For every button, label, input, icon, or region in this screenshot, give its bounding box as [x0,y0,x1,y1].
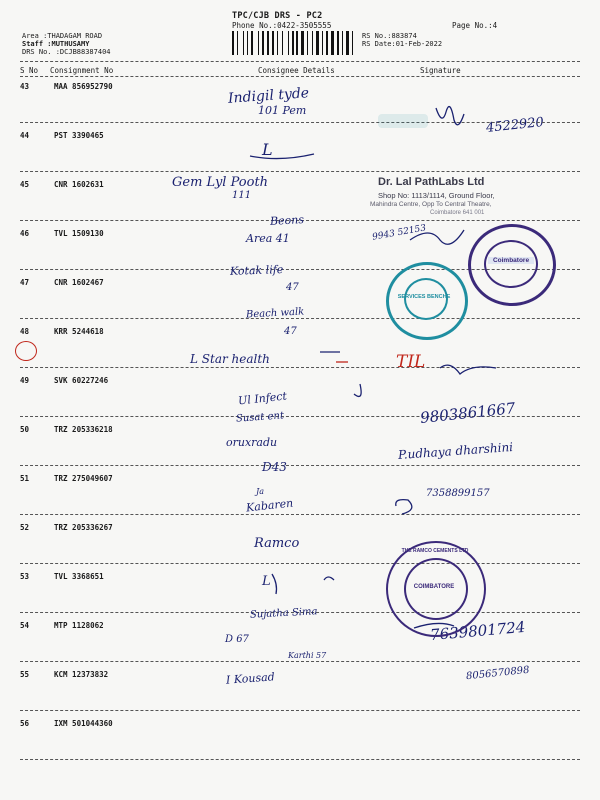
barcode-bar [337,31,339,55]
row-sno: 50 [20,425,30,434]
barcode-bar [350,31,351,55]
lal-stamp-line3: Coimbatore 641 001 [430,210,485,216]
handwritten-consignee: Karthi 57 [288,651,327,660]
handwritten-consignee: I Kousad [225,670,276,687]
handwritten-consignee: Kabaren [245,496,294,515]
handwritten-consignee: Beons [269,213,305,228]
handwritten-consignee: Kotak life [229,263,284,278]
barcode-bar [320,31,322,55]
rs-number: RS No.:883874 [362,32,417,40]
barcode-bar [326,31,328,55]
row-consignment-no: MTP 1128062 [54,621,104,630]
barcode-bar [299,31,300,55]
row-divider [20,122,580,123]
ramco-stamp-text: THE RAMCO CEMENTS LTD [401,548,469,554]
barcode-bar [237,31,238,55]
barcode-bar [312,31,313,55]
handwritten-consignee: Susat ent [235,410,285,425]
phone-number: Phone No.:0422-3505555 [232,21,332,30]
barcode-bar [314,31,315,55]
handwritten-consignee: L [262,574,271,589]
handwritten-consignee: D43 [262,460,287,474]
drs-number: DRS No. :DCJB88387404 [22,48,111,56]
area-label: Area :THADAGAM ROAD [22,32,103,40]
handwritten-consignee: L [262,140,273,159]
row-consignment-no: MAA 856952790 [54,82,113,91]
handwritten-signature: TIL [396,352,426,372]
col-sno: S No [20,66,39,75]
barcode-bar [342,31,343,55]
row-highlight-circle [15,341,37,361]
row-consignment-no: TRZ 275049607 [54,474,113,483]
lal-stamp-line1: Shop No: 1113/1114, Ground Floor, [378,191,495,200]
barcode-bar [307,31,308,55]
row-divider [20,367,580,368]
rs-date: RS Date:01-Feb-2022 [362,40,443,48]
barcode-bar [279,31,281,55]
barcode-bar [340,31,341,55]
handwritten-consignee: 47 [286,282,299,293]
barcode-bar [301,31,304,55]
col-consignment: Consignment No [50,66,114,75]
row-sno: 53 [20,572,30,581]
col-signature: Signature [420,66,461,75]
services-stamp-text: SERVICES BENCHE [397,294,451,300]
handwritten-consignee: Ul Infect [237,389,288,408]
row-sno: 49 [20,376,30,385]
row-sno: 55 [20,670,30,679]
ink-stroke [324,577,334,580]
row-consignment-no: KCM 12373832 [54,670,109,679]
barcode-bar [245,31,247,55]
col-consignee: Consignee Details [258,66,335,75]
barcode-bar [290,31,291,55]
barcode-bar [346,31,349,55]
handwritten-signature: 7358899157 [426,488,490,499]
row-consignment-no: CNR 1602631 [54,180,104,189]
lal-stamp-title: Dr. Lal PathLabs Ltd [378,176,485,188]
kotak-inner-ring [484,240,538,288]
handwritten-consignee: Ja [256,487,264,496]
handwritten-consignee: Sujatha Sima [249,606,318,621]
handwritten-signature: 7639801724 [429,617,527,645]
barcode-bar [243,31,244,55]
row-divider [20,171,580,172]
row-divider [20,563,580,564]
row-consignment-no: TRZ 205336218 [54,425,113,434]
row-sno: 45 [20,180,30,189]
divider [20,61,580,62]
row-sno: 54 [20,621,30,630]
barcode-bar [249,31,250,55]
handwritten-consignee: 101 Pem [258,104,307,117]
row-sno: 56 [20,719,30,728]
handwritten-consignee: oruxradu [226,436,278,449]
row-sno: 51 [20,474,30,483]
barcode-bar [272,31,274,55]
barcode-bar [316,31,319,55]
row-divider [20,318,580,319]
barcode-bar [270,31,271,55]
page-number: Page No.:4 [452,21,498,30]
row-consignment-no: KRR 5244618 [54,327,104,336]
barcode-bar [322,31,323,55]
handwritten-signature: 9943 52153 [371,223,427,243]
ink-stroke [354,384,361,396]
row-sno: 48 [20,327,30,336]
ramco-stamp-center: COIMBATORE [413,584,455,590]
barcode-bar [254,31,257,55]
row-sno: 52 [20,523,30,532]
divider [20,76,580,77]
barcode-bar [265,31,266,55]
row-consignment-no: PST 3390465 [54,131,104,140]
barcode-bar [331,31,334,55]
barcode-bar [295,31,296,55]
row-consignment-no: TVL 1509130 [54,229,104,238]
row-consignment-no: TVL 3368651 [54,572,104,581]
barcode-bar [260,31,261,55]
barcode-bar [247,31,248,55]
handwritten-signature: 4522920 [485,115,545,136]
handwritten-signature: P.udhaya dharshini [397,440,514,462]
row-sno: 46 [20,229,30,238]
faint-stamp-mark [378,114,428,128]
barcode-bar [352,31,353,55]
handwritten-consignee: Area 41 [246,232,290,245]
handwritten-consignee: Indigil tyde [227,85,310,107]
barcode-bar [239,31,242,55]
handwritten-consignee: Gem Lyl Pooth [172,175,269,190]
row-sno: 47 [20,278,30,287]
barcode-bar [288,31,289,55]
row-consignment-no: CNR 1602467 [54,278,104,287]
document-title: TPC/CJB DRS - PC2 [232,11,323,21]
barcode [232,31,357,55]
barcode-bar [329,31,330,55]
handwritten-signature: 8056570898 [465,664,531,683]
barcode-bar [275,31,276,55]
lal-stamp-line2: Mahindra Centre, Opp To Central Theatre, [370,201,492,208]
ink-stroke [272,574,277,594]
handwritten-consignee: Ramco [254,536,300,551]
barcode-bar [282,31,283,55]
barcode-bar [267,31,270,55]
handwritten-signature: 9803861667 [419,399,517,427]
handwritten-consignee: D 67 [225,634,249,645]
handwritten-consignee: L Star health [190,352,270,366]
barcode-bar [251,31,253,55]
row-divider [20,514,580,515]
barcode-bar [277,31,278,55]
row-divider [20,710,580,711]
barcode-bar [292,31,294,55]
row-consignment-no: IXM 501044360 [54,719,113,728]
barcode-bar [232,31,234,55]
row-divider [20,661,580,662]
row-sno: 44 [20,131,30,140]
row-consignment-no: SVK 60227246 [54,376,109,385]
handwritten-consignee: Beach walk [245,306,305,321]
staff-label: Staff :MUTHUSAMY [22,40,90,48]
barcode-bar [309,31,311,55]
kotak-stamp-center: Coimbatore [488,257,534,264]
barcode-bar [296,31,298,55]
barcode-bar [324,31,325,55]
row-consignment-no: TRZ 205336267 [54,523,113,532]
barcode-bar [354,31,356,55]
barcode-bar [262,31,264,55]
barcode-bar [284,31,287,55]
handwritten-consignee: 111 [232,190,252,201]
handwritten-consignee: 47 [284,326,297,337]
ink-stroke [250,154,314,159]
ink-stroke [396,500,412,514]
barcode-bar [335,31,336,55]
row-divider [20,759,580,760]
barcode-bar [305,31,306,55]
barcode-bar [235,31,236,55]
barcode-bar [344,31,346,55]
row-divider [20,465,580,466]
barcode-bar [258,31,259,55]
row-sno: 43 [20,82,30,91]
